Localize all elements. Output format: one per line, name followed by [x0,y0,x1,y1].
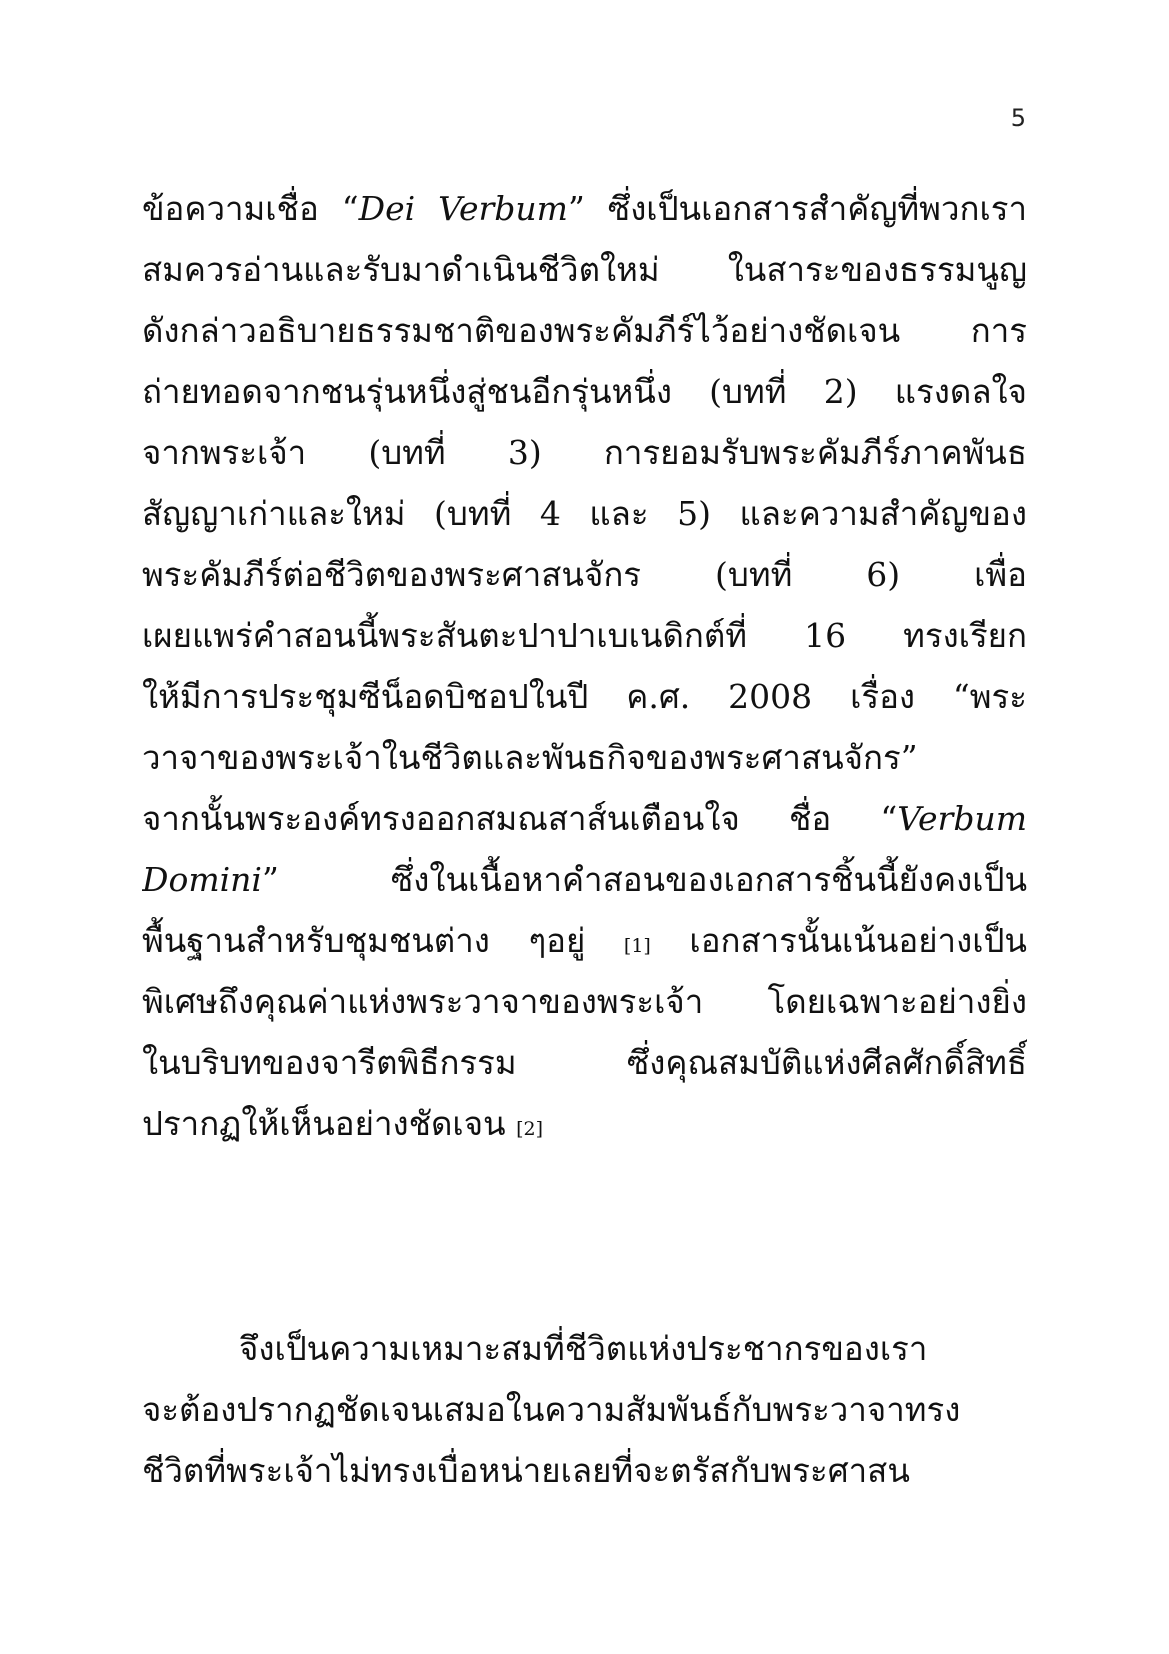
paragraph-2 [142,1318,1027,1501]
document-title-verbum: Verbum [897,799,1027,838]
line-text: จากนั้นพระองค์ทรงออกสมณสาส์นเตือนใจ ชื่อ “ [142,799,898,838]
paragraph-1-line-5: จากพระเจ้า (บทที่ 3) การยอมรับพระคัมภีร์ภาคพันธ [142,433,1027,472]
line-text: ข้อความเชื่อ “ [142,189,359,228]
paragraph-1-line-11 [142,788,1027,849]
line-text: ” ซึ่งเป็นเอกสารสำคัญที่พวกเรา [567,189,1027,228]
line-text: พื้นฐานสำหรับชุมชนต่าง ๆอยู่ [142,921,624,960]
paragraph-1-line-7: พระคัมภีร์ต่อชีวิตของพระศาสนจักร (บทที่ 6) เพื่อ [142,555,1027,594]
footnote-reference-1[interactable]: [1] [623,935,651,957]
paragraph-1-line-4: ถ่ายทอดจากชนรุ่นหนึ่งสู่ชนอีกรุ่นหนึ่ง (บทที่ 2) แรงดลใจ [142,372,1027,411]
document-title-domini: Domini [142,860,262,899]
paragraph-2-line-3: ชีวิตที่พระเจ้าไม่ทรงเบื่อหน่ายเลยที่จะตรัสกับพระศาสน [142,1451,910,1490]
paragraph-1-line-13 [142,910,1027,971]
footnote-reference-2[interactable]: [2] [516,1118,544,1140]
paragraph-1 [142,178,1027,1154]
line-text: เอกสารนั้นเน้นอย่างเป็น [650,921,1027,960]
paragraph-1-line-14: พิเศษถึงคุณค่าแห่งพระวาจาของพระเจ้า โดยเฉพาะอย่างยิ่ง [142,982,1027,1021]
paragraph-2-line-1: จึงเป็นความเหมาะสมที่ชีวิตแห่งประชากรของเรา [239,1329,928,1368]
paragraph-1-line-9: ให้มีการประชุมซีน็อดบิชอปในปี ค.ศ. 2008 เรื่อง “พระ [142,677,1027,716]
paragraph-1-line-3: ดังกล่าวอธิบายธรรมชาติของพระคัมภีร์ไว้อย่างชัดเจน การ [142,311,1027,350]
paragraph-1-line-15: ในบริบทของจารีตพิธีกรรม ซึ่งคุณสมบัติแห่งศีลศักดิ์สิทธิ์ [142,1043,1027,1082]
paragraph-1-line-6: สัญญาเก่าและใหม่ (บทที่ 4 และ 5) และความสำคัญของ [142,494,1027,533]
paragraph-2-line-2: จะต้องปรากฏชัดเจนเสมอในความสัมพันธ์กับพระวาจาทรง [142,1390,961,1429]
paragraph-1-line-10: วาจาของพระเจ้าในชีวิตและพันธกิจของพระศาสนจักร” [142,738,918,777]
paragraph-1-line-8: เผยแพร่คำสอนนี้พระสันตะปาปาเบเนดิกต์ที่ 16 ทรงเรียก [142,616,1027,655]
paragraph-1-line-12 [142,849,1027,910]
paragraph-1-line-1 [142,178,1027,239]
paragraph-1-line-2: สมควรอ่านและรับมาดำเนินชีวิตใหม่ ในสาระของธรรมนูญ [142,250,1027,289]
line-text: ปรากฏให้เห็นอย่างชัดเจน [142,1104,517,1143]
line-text: ” ซึ่งในเนื้อหาคำสอนของเอกสารชิ้นนี้ยังคงเป็น [261,860,1027,899]
paragraph-1-line-16 [142,1093,1027,1154]
document-title-dei-verbum: Dei Verbum [358,189,568,228]
page-number: 5 [1010,104,1026,132]
